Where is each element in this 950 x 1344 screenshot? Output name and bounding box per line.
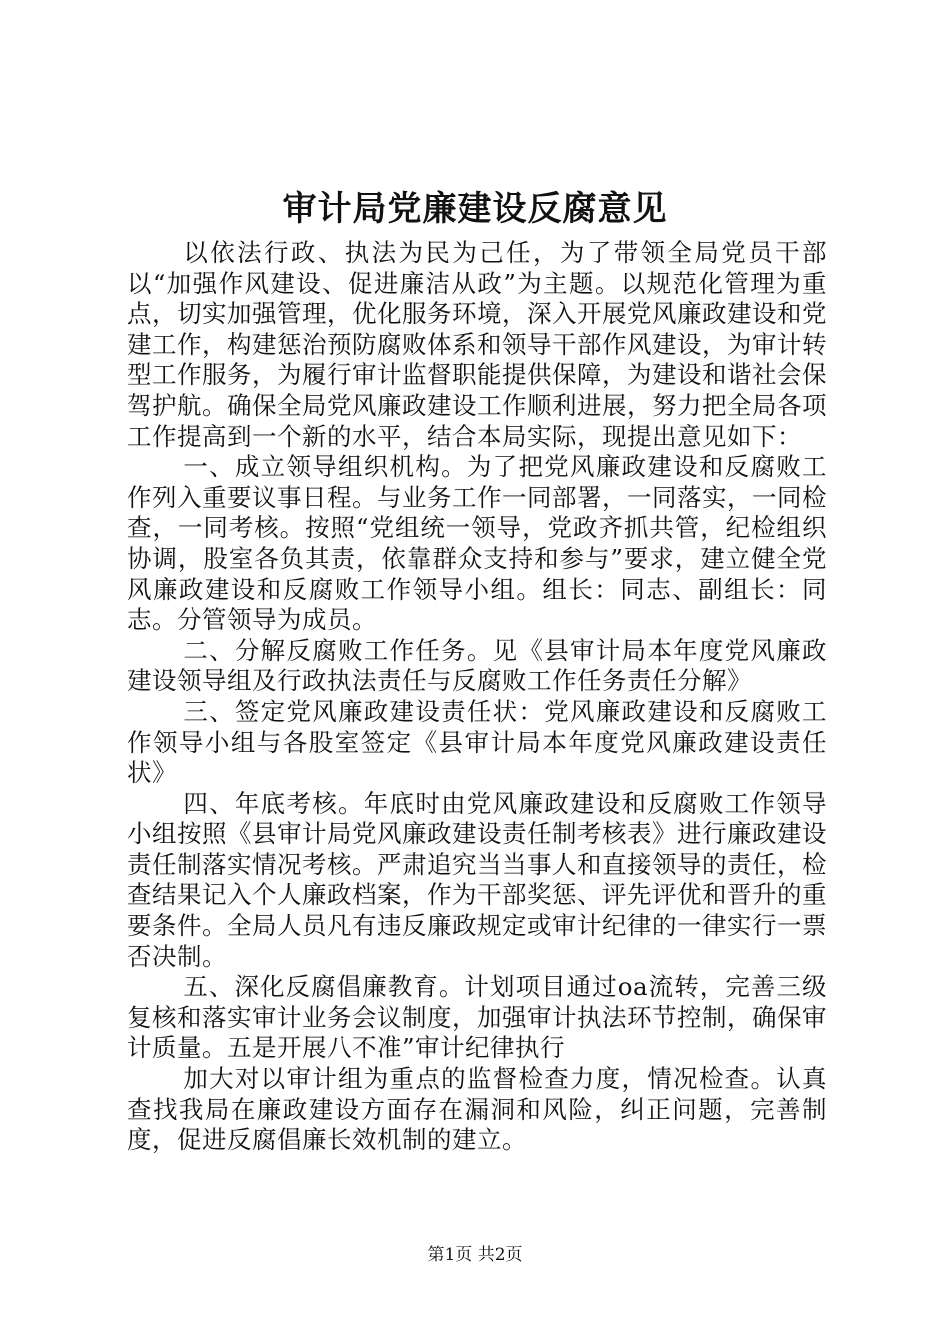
paragraph-section-1: 一、成立领导组织机构。为了把党风廉政建设和反腐败工作列入重要议事日程。与业务工作一同部署，一同落实，一同检查，一同考核。按照“党组统一领导，党政齐抓共管，纪检组织协调，股室各负其责，依靠群众支持和参与”要求，建立健全党风廉政建设和反腐败工作领导小组。组长：同志、副组长：同志。分管领导为成员。 [127,452,827,635]
paragraph-section-3: 三、签定党风廉政建设责任状：党风廉政建设和反腐败工作领导小组与各股室签定《县审计局本年度党风廉政建设责任状》 [127,696,827,788]
document-body [127,238,827,1156]
document-title: 审计局党廉建设反腐意见 [282,189,668,229]
paragraph-section-4: 四、年底考核。年底时由党风廉政建设和反腐败工作领导小组按照《县审计局党风廉政建设责任制考核表》进行廉政建设责任制落实情况考核。严肃追究当当事人和直接领导的责任，检查结果记入个人廉政档案，作为干部奖惩、评先评优和晋升的重要条件。全局人员凡有违反廉政规定或审计纪律的一律实行一票否决制。 [127,788,827,971]
paragraph-section-5: 五、深化反腐倡廉教育。计划项目通过oa流转，完善三级复核和落实审计业务会议制度，加强审计执法环节控制，确保审计质量。五是开展八不准”审计纪律执行 [127,972,827,1063]
page-indicator: 第1页 共2页 [427,1245,523,1265]
page-footer [0,1244,950,1266]
paragraph-intro: 以依法行政、执法为民为己任，为了带领全局党员干部以“加强作风建设、促进廉洁从政”为主题。以规范化管理为重点，切实加强管理，优化服务环境，深入开展党风廉政建设和党建工作，构建惩治预防腐败体系和领导干部作风建设，为审计转型工作服务，为履行审计监督职能提供保障，为建设和谐社会保驾护航。确保全局党风廉政建设工作顺利进展，努力把全局各项工作提高到一个新的水平，结合本局实际，现提出意见如下： [127,238,827,451]
paragraph-section-2: 二、分解反腐败工作任务。见《县审计局本年度党风廉政建设领导组及行政执法责任与反腐败工作任务责任分解》 [127,635,827,696]
paragraph-closing: 加大对以审计组为重点的监督检查力度，情况检查。认真查找我局在廉政建设方面存在漏洞和风险，纠正问题，完善制度，促进反腐倡廉长效机制的建立。 [127,1064,827,1155]
